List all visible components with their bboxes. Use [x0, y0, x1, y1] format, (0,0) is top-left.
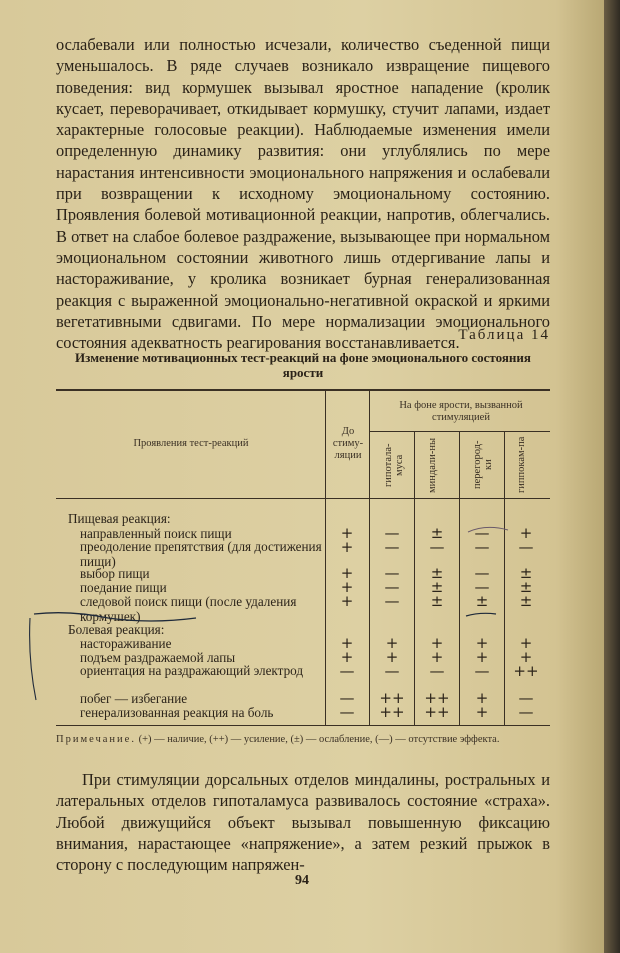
table-cell: — — [339, 689, 355, 707]
page-number: 94 — [295, 873, 309, 888]
table-note — [56, 733, 550, 746]
table-cell: ++ — [513, 662, 539, 680]
table-cell: — — [518, 703, 534, 721]
row-label: ориентация на раздражающий электрод — [80, 663, 304, 678]
table-cell: ± — [519, 578, 533, 596]
table-cell: — — [384, 564, 400, 582]
table-cell: ± — [430, 524, 444, 542]
table-cell: ++ — [424, 689, 450, 707]
table-cell: + — [385, 634, 399, 652]
header-hippocampus: гиппокам-па — [516, 436, 527, 494]
table-cell: ± — [519, 564, 533, 582]
table-cell: — — [429, 538, 445, 556]
header-septum: перегород-ки — [472, 440, 494, 490]
table-cell: — — [384, 538, 400, 556]
header-hypothalamus: гипотала-муса — [383, 443, 405, 487]
row-label: направленный поиск пищи — [80, 526, 232, 541]
table-cell: — — [474, 578, 490, 596]
table-cell: — — [339, 662, 355, 680]
table-cell: + — [430, 648, 444, 666]
table-number: Таблица 14 — [458, 327, 550, 343]
table-cell: + — [340, 592, 354, 610]
table-cell: + — [475, 703, 489, 721]
table-cell: ± — [430, 592, 444, 610]
table-cell: ± — [519, 592, 533, 610]
table-cell: — — [339, 703, 355, 721]
table-cell: + — [385, 648, 399, 666]
row-label: поедание пищи — [80, 580, 167, 595]
table-cell: — — [384, 524, 400, 542]
table-cell: — — [518, 538, 534, 556]
table-cell: + — [519, 634, 533, 652]
row-label: следовой поиск пищи (после удаления кормушек) — [80, 594, 297, 624]
table-cell: + — [475, 648, 489, 666]
row-label: Болевая реакция: — [68, 622, 165, 637]
header-before-stimulation: До стиму-ляции — [332, 426, 364, 461]
table-cell: — — [384, 592, 400, 610]
table-cell: — — [474, 538, 490, 556]
table-cell: — — [518, 689, 534, 707]
table-cell: — — [429, 662, 445, 680]
table-cell: ± — [475, 592, 489, 610]
table-cell: ++ — [379, 689, 405, 707]
table-cell: + — [340, 648, 354, 666]
table-cell: + — [475, 689, 489, 707]
table-cell: — — [384, 662, 400, 680]
header-amygdala: миндали-ны — [427, 437, 438, 493]
row-label: выбор пищи — [80, 566, 150, 581]
table-cell: + — [475, 634, 489, 652]
table-cell: ± — [430, 564, 444, 582]
paragraph-bottom: При стимуляции дорсальных отделов миндалины, ростральных и латеральных отделов гипоталамуса развивалось состояние «страха». Любой движущийся объект вызывал повышенную фиксацию внимания, нарастающее «напряжение», а затем резкий прыжок в сторону с последующим напряжен- — [56, 770, 550, 875]
table-cell: + — [340, 578, 354, 596]
table-cell: ++ — [379, 703, 405, 721]
header-rage-background: На фоне ярости, вызванной стимуляцией — [399, 400, 523, 423]
table-cell: + — [340, 564, 354, 582]
table-caption: Изменение мотивационных тест-реакций на фоне эмоционального состояния ярости — [75, 350, 531, 380]
table-cell: — — [474, 564, 490, 582]
header-manifestations: Проявления тест-реакций — [133, 438, 249, 449]
table-cell: + — [340, 538, 354, 556]
table-cell: + — [519, 648, 533, 666]
table-cell: — — [474, 662, 490, 680]
row-label: подъем раздражаемой лапы — [80, 650, 236, 665]
note-label: Примечание. — [56, 734, 136, 745]
row-label: преодоление препятствия (для достижения пищи) — [80, 539, 322, 569]
table-cell: ++ — [424, 703, 450, 721]
table-cell: ± — [430, 578, 444, 596]
table-cell: + — [430, 634, 444, 652]
row-label: побег — избегание — [80, 691, 188, 706]
note-text: (+) — наличие, (++) — усиление, (±) — ослабление, (—) — отсутствие эффекта. — [138, 734, 500, 745]
paragraph-top: ослабевали или полностью исчезали, количество съеденной пищи уменьшалось. В ряде случаев возникало извращение пищевого поведения: вид кормушек вызывал яростное нападение (кролик кусает, переворачивает, откидывает кормушку, стучит лапами, издает характерные голосовые реакции). Наблюдаемые изменения имели определенную динамику развития: они углублялись по мере нарастания интенсивности эмоционального напряжения и ослабевали при возвращении к исходному эмоциональному состоянию. Проявления болевой мотивационной реакции, напротив, облегчались. В ответ на слабое болевое раздражение, вызывающее при нормальном эмоциональном состоянии животного лишь отдергивание лапы и настораживание, у кролика возникает бурная генерализованная реакция с выраженной эмоционально-негативной окраской и яркими вегетативными сдвигами. По мере нормализации эмоционального состояния адекватность реагирования восстанавливается. — [56, 35, 550, 353]
row-label: генерализованная реакция на боль — [80, 705, 274, 720]
row-label: настораживание — [80, 636, 172, 651]
table-cell: — — [474, 524, 490, 542]
row-label: Пищевая реакция: — [68, 511, 171, 526]
book-spine-edge — [604, 0, 620, 953]
table-cell: — — [384, 578, 400, 596]
table-cell: + — [519, 524, 533, 542]
table-cell: + — [340, 524, 354, 542]
table-cell: + — [340, 634, 354, 652]
